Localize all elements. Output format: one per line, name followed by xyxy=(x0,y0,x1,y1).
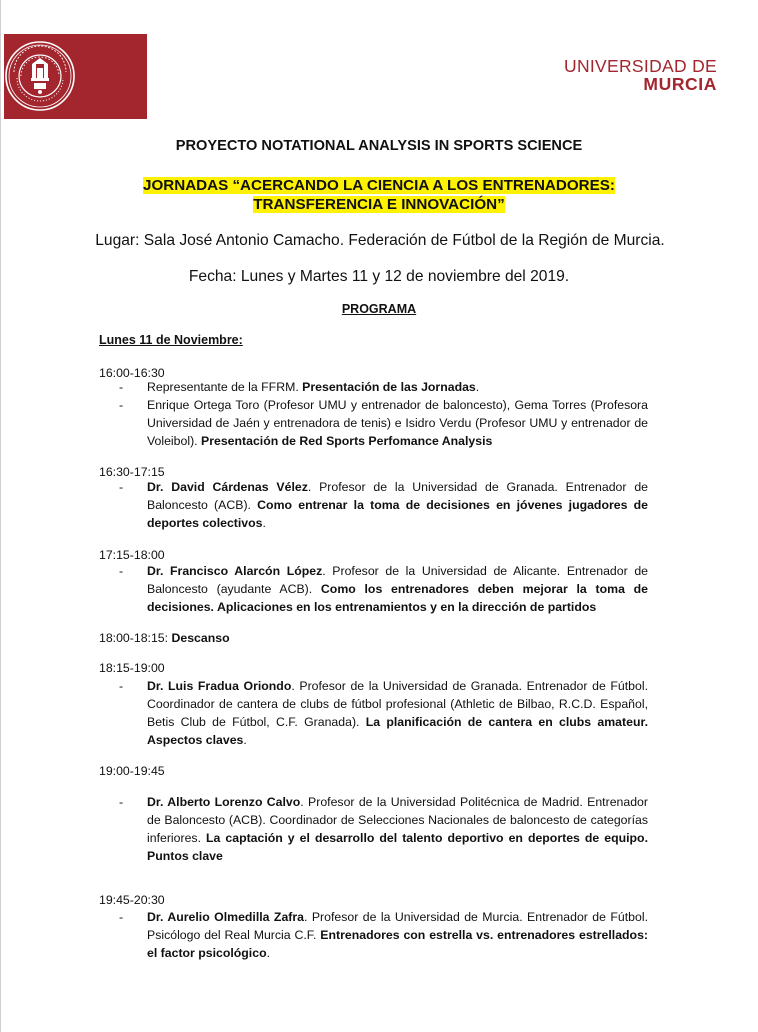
speaker-desc: . Profesor de la Universidad Politécnica de Madrid. Entrenador de Baloncesto (ACB). Coordinador de Selecciones Nacionales de baloncesto de categorías inferiores. xyxy=(147,795,648,845)
item-talk: La captación y el desarrollo del talento deportivo en deportes de equipo. Puntos clave xyxy=(147,831,648,863)
date-text: Fecha: Lunes y Martes 11 y 12 de noviembre del 2019. xyxy=(188,268,570,285)
item-text: Representante de la FFRM. xyxy=(147,380,303,394)
item-talk: Presentación de Red Sports Perfomance Analysis xyxy=(201,434,493,448)
programa-heading: PROGRAMA xyxy=(341,302,417,316)
break-label: Descanso xyxy=(171,631,230,645)
list-dash: - xyxy=(119,795,124,809)
agenda-item xyxy=(119,396,648,450)
speaker-name: Dr. Luis Fradua Oriondo xyxy=(147,679,292,693)
subtitle-line2: TRANSFERENCIA E INNOVACIÓN” xyxy=(253,196,505,213)
speaker-desc: . Profesor de la Universidad de Murcia. Entrenador de Fútbol. Psicólogo del Real Murcia C.F. xyxy=(147,910,648,942)
item-tail: . xyxy=(262,516,266,530)
speaker-name: Dr. Alberto Lorenzo Calvo xyxy=(147,795,301,809)
item-tail: . xyxy=(243,733,247,747)
break-slot xyxy=(99,631,230,645)
agenda-item xyxy=(119,378,648,396)
list-dash: - xyxy=(119,910,124,924)
agenda-item xyxy=(119,908,648,962)
item-talk: Presentación de las Jornadas xyxy=(302,380,476,394)
brand-line1: UNIVERSIDAD DE xyxy=(564,56,717,76)
subtitle-line1: JORNADAS “ACERCANDO LA CIENCIA A LOS ENTRENADORES: xyxy=(143,177,615,194)
speaker-desc: . Profesor de la Universidad de Granada. Entrenador de Baloncesto (ACB). xyxy=(147,480,648,512)
time-slot: 18:00-18:15: xyxy=(99,631,172,645)
item-tail: . xyxy=(266,946,270,960)
agenda-item xyxy=(119,562,648,616)
brand-line2: MURCIA xyxy=(643,74,717,94)
item-talk: Como entrenar la toma de decisiones en jóvenes jugadores de deportes colectivos xyxy=(147,498,648,530)
item-talk: Entrenadores con estrella vs. entrenadores estrellados: el factor psicológico xyxy=(147,928,649,960)
day-heading: Lunes 11 de Noviembre: xyxy=(99,333,243,347)
time-slot: 19:45-20:30 xyxy=(99,893,165,907)
item-tail: . xyxy=(475,380,480,394)
speaker-desc: . Profesor de la Universidad de Alicante. Entrenador de Baloncesto (ayudante ACB). xyxy=(147,564,649,596)
speaker-desc: . Profesor de la Universidad de Granada. Entrenador de Fútbol. Coordinador de cantera de clubs de fútbol profesional (Athletic de Bilbao, R.C.D. Español, Betis Club de Fútbol, C.F. Granada). xyxy=(147,679,648,729)
item-text: Enrique Ortega Toro (Profesor UMU y entrenador de baloncesto), Gema Torres (Profesora Universidad de Jaén y entrenadora de tenis) e Isidro Verdu (Profesor UMU y entrenador de Voleibol). xyxy=(147,398,648,448)
speaker-name: Dr. Aurelio Olmedilla Zafra xyxy=(147,910,305,924)
time-slot: 16:30-17:15 xyxy=(99,465,165,479)
venue-text: Lugar: Sala José Antonio Camacho. Federación de Fútbol de la Región de Murcia. xyxy=(95,232,665,249)
time-slot: 19:00-19:45 xyxy=(99,764,165,778)
item-talk: La planificación de cantera en clubs amateur. Aspectos claves xyxy=(147,715,648,747)
list-dash: - xyxy=(119,398,124,412)
seal-icon xyxy=(4,34,147,119)
list-dash: - xyxy=(119,564,124,578)
speaker-name: Dr. Francisco Alarcón López xyxy=(147,564,323,578)
page-edge xyxy=(0,0,1,1032)
list-dash: - xyxy=(119,380,124,394)
speaker-name: Dr. David Cárdenas Vélez xyxy=(147,480,308,494)
event-subtitle xyxy=(0,176,758,214)
university-brand xyxy=(564,57,717,93)
document-title: PROYECTO NOTATIONAL ANALYSIS IN SPORTS SCIENCE xyxy=(175,138,583,154)
agenda-item xyxy=(119,677,648,749)
list-dash: - xyxy=(119,480,124,494)
agenda-item xyxy=(119,793,648,865)
time-slot: 16:00-16:30 xyxy=(99,366,165,380)
time-slot: 17:15-18:00 xyxy=(99,548,165,562)
item-talk: Como los entrenadores deben mejorar la toma de decisiones. Aplicaciones en los entrenamientos y en la dirección de partidos xyxy=(147,582,649,614)
agenda-item xyxy=(119,478,648,532)
university-seal-logo xyxy=(4,34,147,119)
time-slot: 18:15-19:00 xyxy=(99,661,165,675)
list-dash: - xyxy=(119,679,124,693)
